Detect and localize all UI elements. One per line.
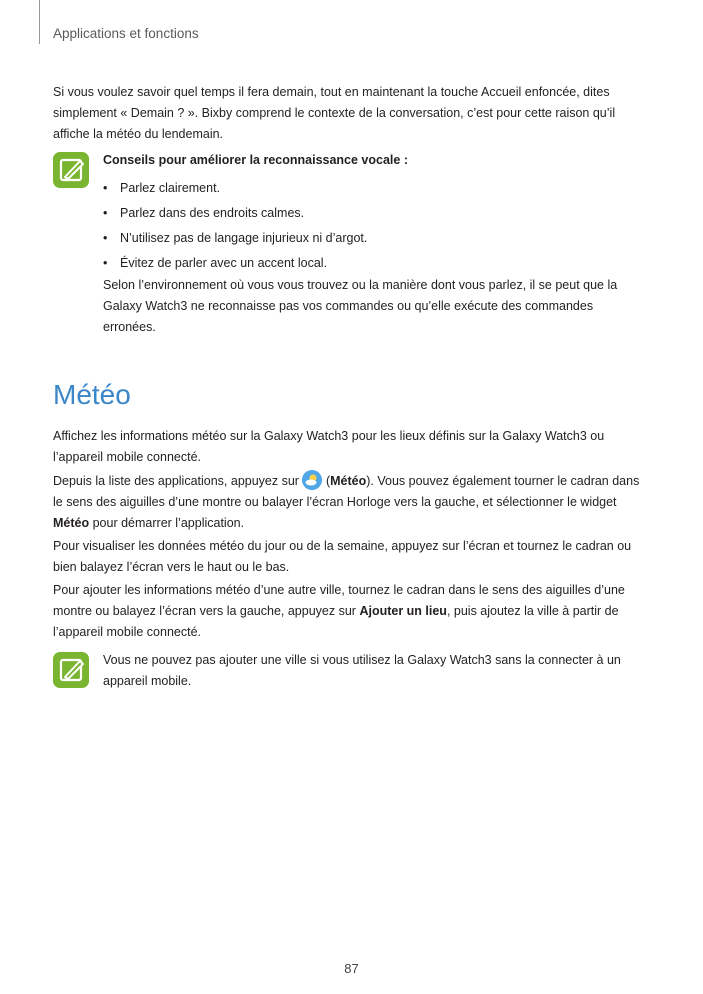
paragraph: Depuis la liste des applications, appuyez sur (Météo). Vous pouvez également tourner le cadran dans le sens des aiguilles d’une montre ou balayer l’écran Horloge vers la gauche, et sélectionner le widget Météo pour démarrer l’application. [53, 470, 649, 534]
header-rule [39, 0, 40, 44]
tip-title: Conseils pour améliorer la reconnaissance vocale : [103, 153, 408, 167]
note-icon [53, 652, 89, 688]
page-number: 87 [344, 961, 359, 976]
paragraph: Pour visualiser les données météo du jour ou de la semaine, appuyez sur l’écran et tournez le cadran ou bien balayez l’écran vers le haut ou le bas. [53, 539, 632, 574]
paragraph: Pour ajouter les informations météo d’une autre ville, tournez le cadran dans le sens des aiguilles d’une montre ou balayez l’écran vers la gauche, appuyez sur Ajouter un lieu, puis ajoutez la ville à partir de l’appareil mobile connecté. [53, 583, 625, 639]
section-title: Météo [53, 379, 131, 410]
weather-app-icon [302, 470, 322, 490]
intro-paragraph: Si vous voulez savoir quel temps il fera demain, tout en maintenant la touche Accueil enfoncée, dites simplement « Demain ? ». Bixby comprend le contexte de la conversation, c’est pour cette raison qu’il affiche la météo du lendemain. [53, 85, 616, 141]
note-text: Vous ne pouvez pas ajouter une ville si vous utilisez la Galaxy Watch3 sans la connecter à un appareil mobile. [103, 653, 621, 688]
header-title: Applications et fonctions [53, 26, 199, 41]
paragraph: Affichez les informations météo sur la Galaxy Watch3 pour les lieux définis sur la Galaxy Watch3 ou l’appareil mobile connecté. [53, 429, 605, 464]
note-icon [53, 152, 89, 188]
tip-footer: Selon l’environnement où vous vous trouvez ou la manière dont vous parlez, il se peut que la Galaxy Watch3 ne reconnaisse pas vos commandes ou qu’elle exécute des commandes erronées. [103, 278, 618, 334]
